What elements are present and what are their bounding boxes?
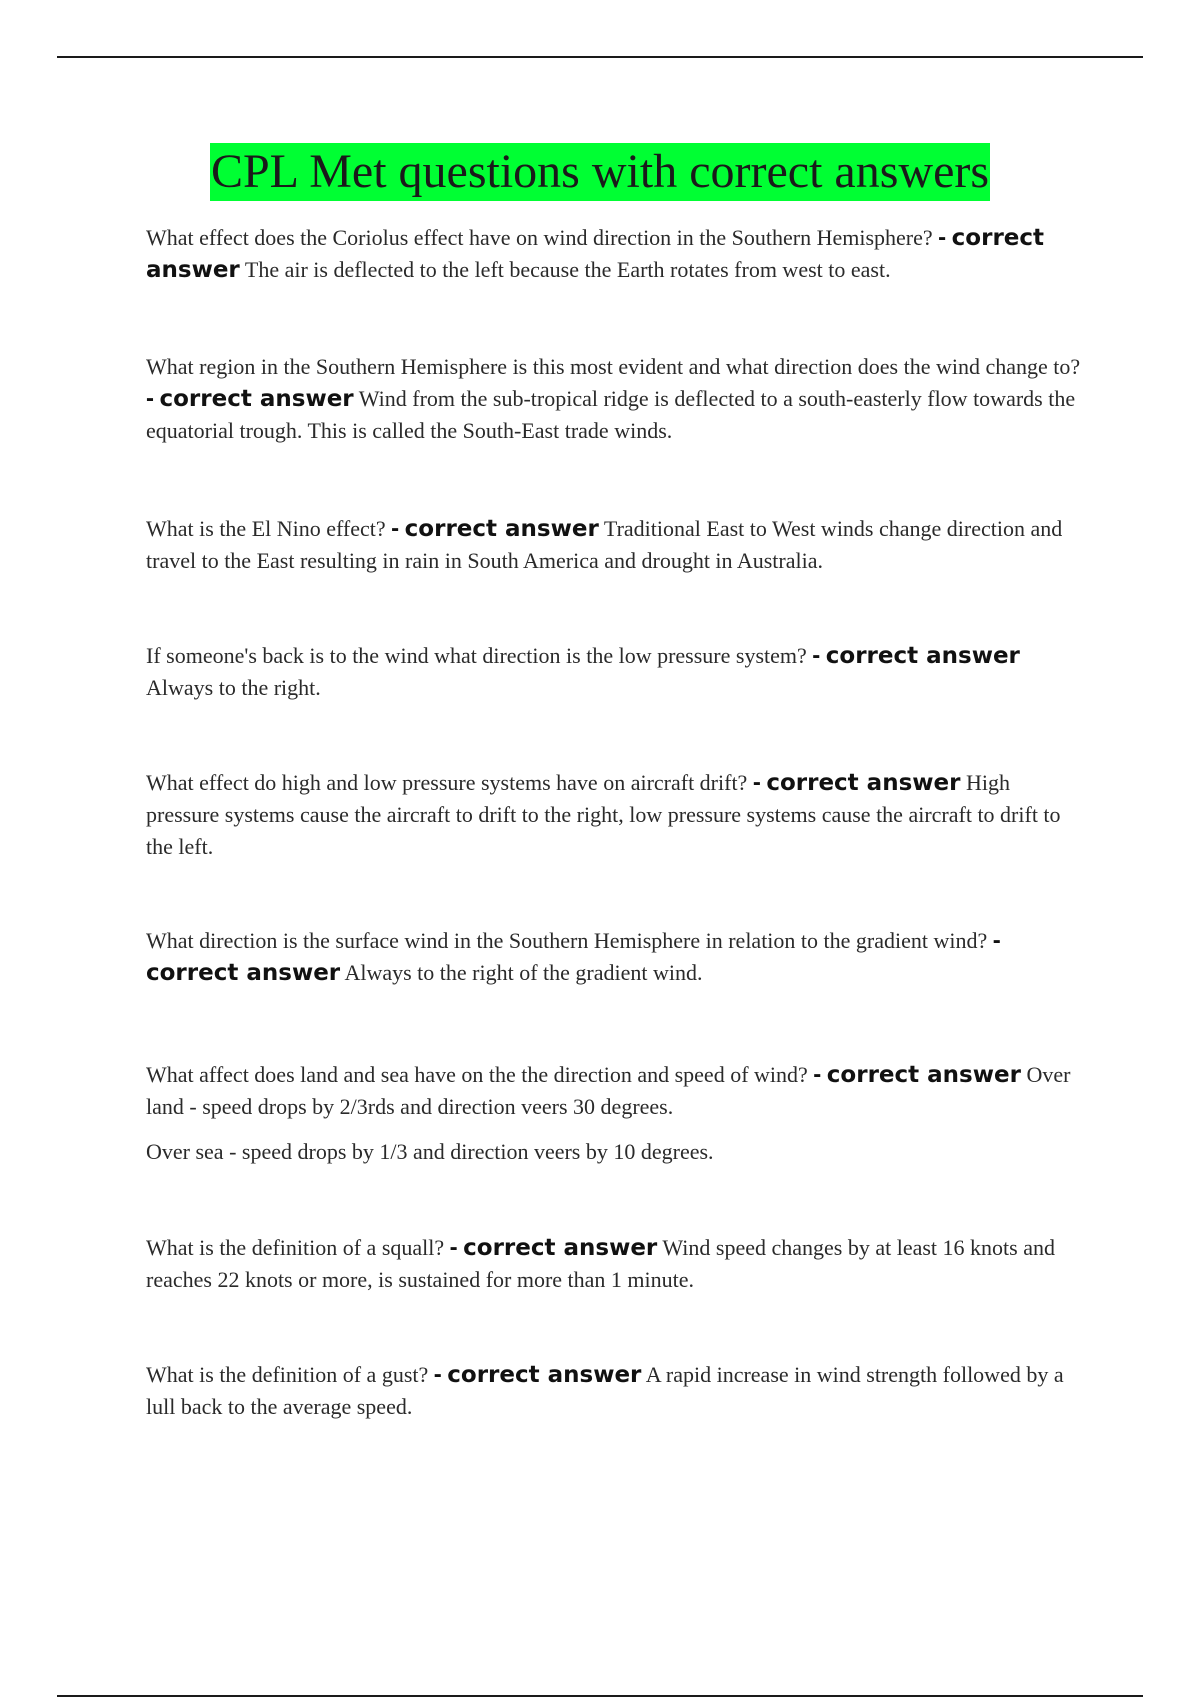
answer-label: correct answer <box>159 386 354 412</box>
answer-extra-text: Over sea - speed drops by 1/3 and direction veers by 10 degrees. <box>146 1139 714 1164</box>
qa-item <box>146 1059 1086 1123</box>
question-text: What direction is the surface wind in the Southern Hemisphere in relation to the gradient wind? <box>146 928 988 953</box>
answer-text: Traditional East to West winds change direction and travel to the East resulting in rain in South America and drought in Australia. <box>146 516 1063 573</box>
question-text: What region in the Southern Hemisphere is this most evident and what direction does the wind change to? <box>146 354 1081 379</box>
answer-label: correct answer <box>463 1235 658 1261</box>
title-container <box>0 143 1200 201</box>
answer-text: Always to the right of the gradient wind. <box>344 960 703 985</box>
answer-separator: - <box>813 1061 822 1088</box>
question-text: What is the definition of a squall? <box>146 1235 445 1260</box>
qa-item <box>146 1359 1086 1423</box>
qa-item <box>146 1232 1086 1296</box>
answer-separator: - <box>391 515 400 542</box>
qa-item <box>146 640 1086 704</box>
answer-separator: - <box>752 769 761 796</box>
qa-item <box>146 925 1086 989</box>
question-text: What affect does land and sea have on the the direction and speed of wind? <box>146 1062 808 1087</box>
question-text: What effect do high and low pressure systems have on aircraft drift? <box>146 770 748 795</box>
answer-separator: - <box>449 1234 458 1261</box>
answer-label: correct answer <box>146 225 1045 283</box>
answer-separator: - <box>992 927 1001 954</box>
answer-text: Wind from the sub-tropical ridge is deflected to a south-easterly flow towards the equatorial trough. This is called the South-East trade winds. <box>146 386 1076 443</box>
answer-separator: - <box>146 385 154 412</box>
answer-text: The air is deflected to the left because the Earth rotates from west to east. <box>244 257 891 282</box>
qa-item <box>146 767 1086 863</box>
answer-text: Always to the right. <box>146 675 321 700</box>
answer-label: correct answer <box>825 643 1020 669</box>
question-text: If someone's back is to the wind what direction is the low pressure system? <box>146 643 807 668</box>
bottom-rule <box>57 1695 1143 1697</box>
qa-item <box>146 513 1086 577</box>
question-text: What effect does the Coriolus effect have on wind direction in the Southern Hemisphere? <box>146 225 933 250</box>
answer-text: Wind speed changes by at least 16 knots and reaches 22 knots or more, is sustained for more than 1 minute. <box>146 1235 1055 1292</box>
answer-label: correct answer <box>404 516 599 542</box>
top-rule <box>57 56 1143 58</box>
answer-label: correct answer <box>766 770 961 796</box>
answer-text: Over land - speed drops by 2/3rds and direction veers 30 degrees. <box>146 1062 1071 1119</box>
answer-label: correct answer <box>826 1062 1021 1088</box>
answer-text: A rapid increase in wind strength followed by a lull back to the average speed. <box>146 1362 1064 1419</box>
answer-label: correct answer <box>146 960 341 986</box>
answer-separator: - <box>938 224 947 251</box>
answer-separator: - <box>433 1361 442 1388</box>
question-text: What is the definition of a gust? <box>146 1362 429 1387</box>
question-text: What is the El Nino effect? <box>146 516 386 541</box>
answer-separator: - <box>812 642 821 669</box>
qa-item <box>146 351 1086 447</box>
answer-label: correct answer <box>447 1362 642 1388</box>
document-title: CPL Met questions with correct answers <box>210 143 990 201</box>
qa-item <box>146 222 1086 286</box>
answer-text: High pressure systems cause the aircraft to drift to the right, low pressure systems cause the aircraft to drift to the left. <box>146 770 1061 859</box>
